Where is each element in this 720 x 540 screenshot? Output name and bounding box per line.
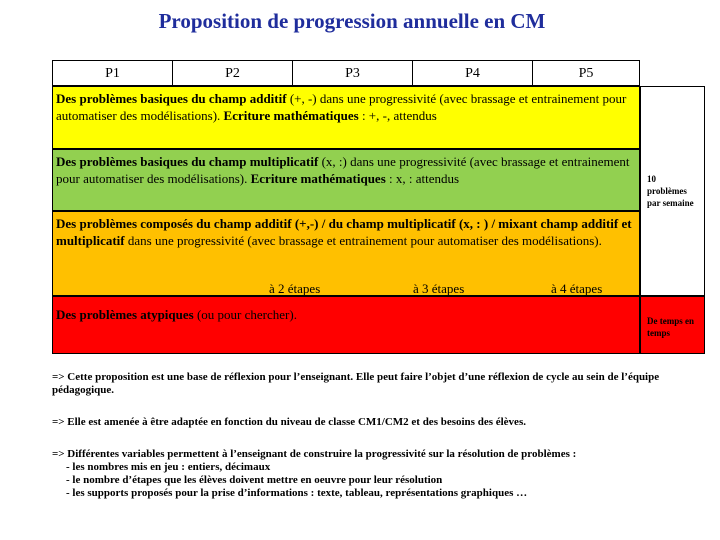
band-additif-ecriture: Ecriture mathématiques [223,108,359,123]
note-2: => Elle est amenée à être adaptée en fonction du niveau de classe CM1/CM2 et des besoins des élèves. [52,416,526,428]
step-3: à 3 étapes [413,281,465,296]
band-additif-title: Des problèmes basiques du champ additif [56,91,287,106]
progression-table [52,60,705,354]
period-header-p2: P2 [172,60,293,86]
step-4: à 4 étapes [551,281,603,296]
side-frequency-bottom-label: De temps en temps [647,316,694,338]
band-composes-title: Des problèmes composés du champ additif (+,-) / du champ multiplicatif (x, : ) / mixant champ additif et multiplicatif [56,216,632,248]
note-3: => Différentes variables permettent à l’enseignant de construire la progressivité sur la résolution de problèmes : [52,448,577,460]
band-additif [52,86,640,149]
note-1: => Cette proposition est une base de réflexion pour l’enseignant. Elle peut faire l’objet d’une réflexion de cycle au sein de l’équipe pédagogique. [52,371,660,396]
band-composes [52,211,640,296]
side-frequency-top-label: 10 problèmes par semaine [647,174,694,208]
band-multiplicatif-title: Des problèmes basiques du champ multiplicatif [56,154,319,169]
band-atypiques-title: Des problèmes atypiques [56,307,194,322]
band-additif-text: (+, -) dans une progressivité (avec brassage et entrainement pour automatiser des modélisations). [56,91,627,123]
note-3-item: - les supports proposés pour la prise d’informations : texte, tableau, représentations graphiques … [66,487,528,499]
page-title: Proposition de progression annuelle en CM [158,9,546,33]
note-3-item: - le nombre d’étapes que les élèves doivent mettre en oeuvre pour leur résolution [66,474,443,486]
band-multiplicatif-ecriture: Ecriture mathématiques [250,171,386,186]
side-frequency-bottom [640,296,705,354]
band-multiplicatif-text: (x, :) dans une progressivité (avec brassage et entrainement pour automatiser des modélisations). [56,154,630,186]
period-header-p3: P3 [292,60,413,86]
step-2: à 2 étapes [269,281,321,296]
band-atypiques [52,296,640,354]
note-3-item: - les nombres mis en jeu : entiers, décimaux [66,461,271,473]
notes-section [52,371,692,500]
band-multiplicatif-text2: : x, : attendus [385,171,460,186]
side-frequency-top [640,86,705,296]
period-header-p5: P5 [532,60,640,86]
period-header-p1: P1 [52,60,173,86]
band-additif-text2: : +, -, attendus [358,108,437,123]
band-composes-text: dans une progressivité (avec brassage et entrainement pour automatiser des modélisations). [124,233,602,248]
period-header-p4: P4 [412,60,533,86]
band-atypiques-text: (ou pour chercher). [193,307,297,322]
band-multiplicatif [52,149,640,211]
